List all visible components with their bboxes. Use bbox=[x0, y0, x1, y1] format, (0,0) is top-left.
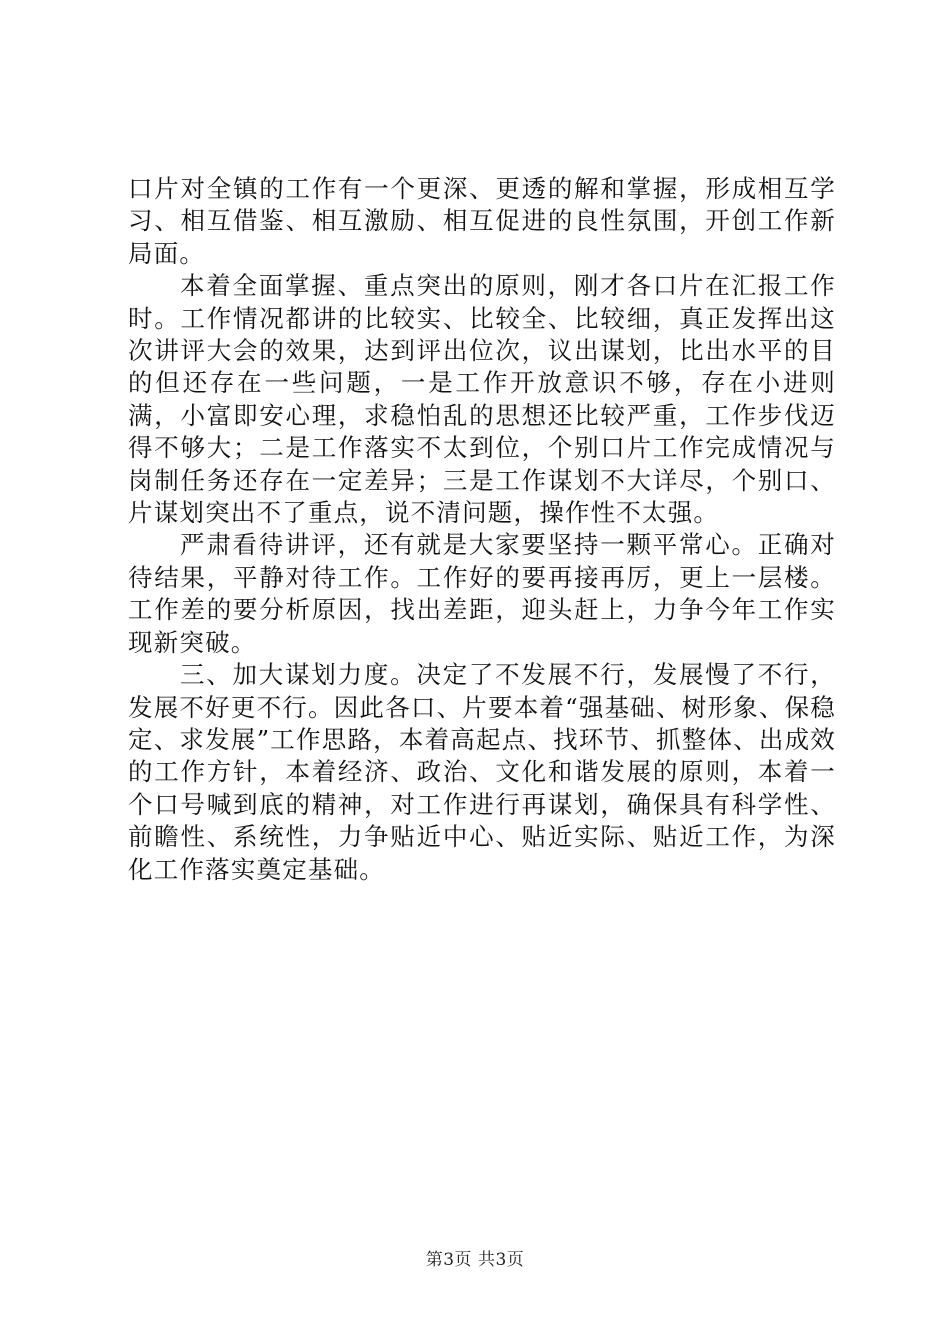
page-footer: 第3页 共3页 bbox=[425, 1250, 525, 1270]
paragraph-4: 三、加大谋划力度。决定了不发展不行，发展慢了不行，发展不好更不行。因此各口、片要本着“强基础、树形象、保稳定、求发展”工作思路，本着高起点、找环节、抓整体、出成效的工作方针，本着经济、政治、文化和谐发展的原则，本着一个口号喊到底的精神，对工作进行再谋划，确保具有科学性、前瞻性、系统性，力争贴近中心、贴近实际、贴近工作，为深化工作落实奠定基础。 bbox=[128, 660, 836, 884]
paragraph-3: 严肃看待讲评，还有就是大家要坚持一颗平常心。正确对待结果，平静对待工作。工作好的要再接再厉，更上一层楼。工作差的要分析原因，找出差距，迎头赶上，力争今年工作实现新突破。 bbox=[128, 530, 836, 657]
paragraph-2: 本着全面掌握、重点突出的原则，刚才各口片在汇报工作时。工作情况都讲的比较实、比较全、比较细，真正发挥出这次讲评大会的效果，达到评出位次，议出谋划，比出水平的目的但还存在一些问题，一是工作开放意识不够，存在小进则满，小富即安心理，求稳怕乱的思想还比较严重，工作步伐迈得不够大；二是工作落实不太到位，个别口片工作完成情况与岗制任务还存在一定差异；三是工作谋划不大详尽，个别口、片谋划突出不了重点，说不清问题，操作性不太强。 bbox=[128, 271, 836, 528]
document-body bbox=[128, 173, 836, 886]
paragraph-1: 口片对全镇的工作有一个更深、更透的解和掌握，形成相互学习、相互借鉴、相互激励、相互促进的良性氛围，开创工作新局面。 bbox=[128, 174, 836, 268]
